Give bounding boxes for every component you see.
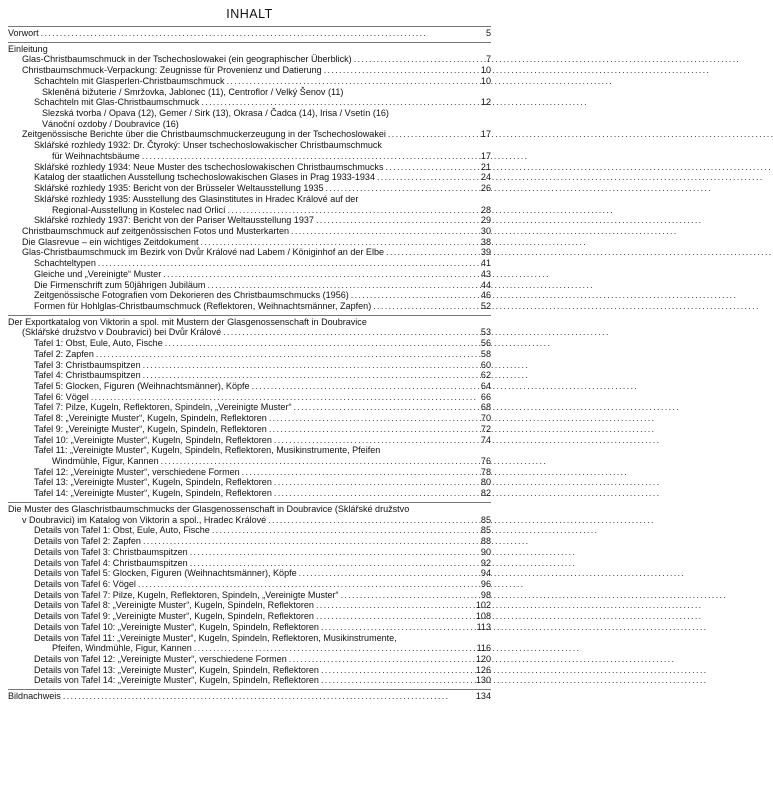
dot-leader [385,162,477,173]
toc-entry-page: 85 [480,525,491,536]
toc-entry [8,290,491,301]
dot-leader [207,280,477,291]
dot-leader [321,665,474,676]
toc-entry [8,360,491,371]
dot-leader [227,76,477,87]
dot-leader [269,424,477,435]
toc-entry-page: 38 [480,236,491,247]
toc-entry [8,129,491,140]
toc-entry-page: 92 [480,557,491,568]
toc-entry-title: Vánoční ozdoby / Doubravice (16) [42,118,179,129]
toc-entry [8,392,491,403]
toc-entry-title: Details von Tafel 6: Vögel [34,578,136,589]
toc-entry-page: 7 [485,54,491,65]
toc-entry-title: Christbaumschmuck-Verpackung: Zeugnisse für Provenienz und Datierung [22,65,322,76]
toc-entry [8,327,491,338]
dot-leader [161,456,477,467]
toc-entry-page: 26 [480,183,491,194]
toc-entry [8,237,491,248]
toc-entry-title: Tafel 2: Zapfen [34,348,94,359]
toc-entry-title: Details von Tafel 14: „Vereinigte Muster“, Kugeln, Spindeln, Reflektoren [34,675,319,686]
toc-entry-page: 85 [480,514,491,525]
toc-entry-page: 29 [480,215,491,226]
toc-entry-page: 12 [480,97,491,108]
toc-entry [8,97,491,108]
toc-entry-title: Regional-Ausstellung in Kostelec nad Orlicí [52,204,226,215]
toc-entry [8,579,491,590]
toc-entry [8,547,491,558]
toc-entry [8,119,491,130]
toc-entry-title: Glas-Christbaumschmuck in der Tschechoslowakei (ein geographischer Überblick) [22,54,352,65]
dot-leader [163,269,477,280]
dot-leader [223,327,477,338]
toc-entry-title: Vorwort [8,28,39,38]
toc-entry-title: Details von Tafel 11: „Vereinigte Muster“, Kugeln, Spindeln, Reflektoren, Musikinstrumente, [34,632,397,643]
toc-entry-title: Tafel 5: Glocken, Figuren (Weihnachtsmänner), Köpfe [34,381,250,391]
dot-leader [143,360,477,371]
toc-entry [8,183,491,194]
dot-leader [194,643,475,654]
toc-entry-title: Die Firmenschrift zum 50jährigen Jubiläum [34,279,206,290]
toc-entry [8,28,491,39]
divider [8,502,491,503]
toc-entry-page: 53 [480,327,491,338]
dot-leader [316,600,474,611]
table-of-contents [8,28,491,702]
toc-entry-page: 116 [476,643,491,654]
toc-entry-page: 58 [480,348,491,359]
dot-leader [324,65,477,76]
toc-entry-title: Sklářské rozhledy 1932: Dr. Čtyroký: Unser tschechoslowakischer Christbaumschmuck [34,140,382,151]
toc-entry-title: Sklářské rozhledy 1937: Bericht von der Pariser Weltausstellung 1937 [34,215,314,226]
toc-entry-page: 17 [480,129,491,140]
toc-entry [8,691,491,702]
toc-entry-page: 17 [480,150,491,161]
toc-entry-page: 41 [480,258,491,269]
toc-entry-title: für Weihnachtsbäume [52,150,140,161]
toc-entry [8,611,491,622]
toc-entry-page: 82 [480,488,491,499]
dot-leader [190,558,477,569]
toc-entry [8,675,491,686]
toc-entry [8,54,491,65]
dot-leader [143,370,477,381]
toc-entry [8,370,491,381]
toc-entry-page: 98 [480,589,491,600]
divider [8,26,491,27]
toc-entry-page: 28 [480,204,491,215]
toc-entry [8,349,491,360]
toc-entry [8,402,491,413]
toc-entry [8,76,491,87]
toc-entry [8,515,491,526]
dot-leader [201,237,478,248]
toc-entry-title: Tafel 14: „Vereinigte Muster“, Kugeln, Spindeln, Reflektoren [34,488,272,499]
toc-entry-page: 24 [480,172,491,183]
dot-leader [274,477,477,488]
toc-entry-page: 62 [480,370,491,381]
dot-leader [142,151,477,162]
dot-leader [291,226,477,237]
toc-entry-title: Windmühle, Figur, Kannen [52,456,159,467]
toc-entry-page: 70 [480,413,491,424]
toc-entry-title: Details von Tafel 3: Christbaumspitzen [34,546,188,557]
toc-entry [8,445,491,456]
toc-entry-page: 30 [480,225,491,236]
toc-entry [8,643,491,654]
toc-entry [8,536,491,547]
dot-leader [321,675,474,686]
toc-entry [8,665,491,676]
toc-entry-title: Details von Tafel 13: „Vereinigte Muster“, Kugeln, Spindeln, Reflektoren [34,664,319,675]
dot-leader [299,568,477,579]
toc-entry-title: Glas-Christbaumschmuck im Bezirk von Dvůr Králové nad Labem / Königinhof an der Elbe [22,247,385,258]
dot-leader [354,54,477,65]
dot-leader [91,392,477,403]
dot-leader [274,435,477,446]
toc-entry-title: Tafel 11: „Vereinigte Muster“, Kugeln, Spindeln, Reflektoren, Musikinstrumente, Pfeifen [34,445,381,456]
toc-entry-title: Details von Tafel 9: „Vereinigte Muster“, Kugeln, Spindeln, Reflektoren [34,611,314,622]
toc-entry-title: Bildnachweis [8,691,61,702]
toc-entry-page: 64 [480,381,491,391]
toc-entry-page: 108 [475,611,491,622]
dot-leader [143,536,477,547]
toc-entry-page: 134 [475,691,491,702]
page-title: INHALT [226,7,273,21]
toc-entry-page: 76 [480,456,491,467]
toc-entry [8,162,491,173]
toc-entry-page: 68 [480,402,491,413]
toc-entry [8,456,491,467]
toc-entry-title: Christbaumschmuck auf zeitgenössischen Fotos und Musterkarten [22,225,290,236]
toc-entry [8,424,491,435]
dot-leader [386,247,477,258]
toc-entry [8,467,491,478]
toc-entry-title: Details von Tafel 7: Pilze, Kugeln, Reflektoren, Spindeln, „Vereinigte Muster“ [34,589,339,600]
toc-entry-title: Tafel 12: „Vereinigte Muster“, verschiedene Formen [34,466,240,477]
toc-entry [8,108,491,119]
dot-leader [252,381,477,392]
dot-leader [326,183,478,194]
toc-entry-page: 66 [480,391,491,402]
toc-entry [8,205,491,216]
toc-entry-page: 43 [480,268,491,279]
toc-entry [8,568,491,579]
toc-entry-title: Die Muster des Glaschristbaumschmucks der Glasgenossenschaft in Doubravice (Sklářské družstvo [8,503,410,514]
dot-leader [388,129,477,140]
toc-entry [8,258,491,269]
toc-entry-title: Pfeifen, Windmühle, Figur, Kannen [52,643,192,654]
toc-entry-title: Die Glasrevue – ein wichtiges Zeitdokument [22,236,199,247]
toc-entry-title: Tafel 9: „Vereinigte Muster“, Kugeln, Spindeln, Reflektoren [34,423,267,434]
toc-entry-page: 78 [480,466,491,477]
toc-entry-title: Sklářské rozhledy 1934: Neue Muster des tschechoslowakischen Christbaumschmucks [34,161,384,172]
dot-leader [274,488,477,499]
toc-entry-title: Gleiche und „Vereinigte“ Muster [34,268,162,279]
toc-entry [8,280,491,291]
toc-entry [8,477,491,488]
dot-leader [341,590,477,601]
toc-entry [8,413,491,424]
toc-entry [8,435,491,446]
toc-entry-title: Tafel 4: Christbaumspitzen [34,370,141,381]
divider [8,689,491,690]
toc-entry-page: 74 [480,434,491,445]
toc-entry-title: Details von Tafel 2: Zapfen [34,536,141,547]
toc-entry-title: Sklářské rozhledy 1935: Ausstellung des Glasinstitutes in Hradec Králové auf der [34,193,359,204]
toc-entry-title: Zeitgenössische Berichte über die Christbaumschmuckerzeugung in der Tschechoslowakei [22,129,386,140]
toc-entry [8,151,491,162]
toc-entry-title: Tafel 1: Obst, Eule, Auto, Fische [34,338,163,349]
toc-entry [8,194,491,205]
toc-entry-page: 5 [485,28,491,38]
toc-entry-page: 10 [480,65,491,76]
toc-entry [8,172,491,183]
toc-entry-title: Details von Tafel 10: „Vereinigte Muster“, Kugeln, Spindeln, Reflektoren [34,621,319,632]
toc-entry-title: Details von Tafel 8: „Vereinigte Muster“, Kugeln, Spindeln, Reflektoren [34,600,314,611]
dot-leader [96,349,477,360]
toc-entry [8,65,491,76]
toc-entry [8,140,491,151]
dot-leader [316,215,477,226]
toc-entry [8,590,491,601]
toc-entry [8,317,491,328]
toc-entry [8,504,491,515]
dot-leader [293,402,477,413]
toc-entry [8,87,491,98]
toc-entry-title: Zeitgenössische Fotografien vom Dekorieren des Christbaumschmucks (1956) [34,290,349,301]
toc-entry-page: 52 [480,300,491,311]
toc-entry-page: 39 [480,247,491,258]
dot-leader [321,622,475,633]
dot-leader [269,413,477,424]
toc-entry-page: 46 [480,290,491,301]
toc-entry-title: Tafel 3: Christbaumspitzen [34,359,141,370]
divider [8,42,491,43]
toc-entry-title: Tafel 10: „Vereinigte Muster“, Kugeln, Spindeln, Reflektoren [34,434,272,445]
toc-entry-title: Details von Tafel 1: Obst, Eule, Auto, Fische [34,525,210,536]
dot-leader [377,172,477,183]
toc-entry-title: Der Exportkatalog von Viktorin a spol. mit Mustern der Glasgenossenschaft in Doubravice [8,316,367,327]
toc-entry-page: 72 [480,423,491,434]
toc-entry [8,44,491,55]
dot-leader [190,547,477,558]
toc-entry-title: Details von Tafel 5: Glocken, Figuren (Weihnachtsmänner), Köpfe [34,568,297,579]
toc-entry [8,381,491,392]
dot-leader [98,258,477,269]
dot-leader [201,97,477,108]
toc-entry-page: 90 [480,546,491,557]
dot-leader [316,611,474,622]
toc-entry-title: Schachteltypen [34,258,96,269]
toc-entry [8,215,491,226]
toc-entry [8,622,491,633]
toc-entry-title: Slezská tvorba / Opava (12), Gemer / Sirk (13), Okrasa / Čadca (14), Irisa / Vsetín (16) [42,108,389,119]
toc-entry-page: 56 [480,338,491,349]
toc-entry [8,654,491,665]
toc-entry-page: 102 [475,600,491,611]
toc-entry-title: Formen für Hohlglas-Christbaumschmuck (Reflektoren, Weihnachtsmänner, Zapfen) [34,300,372,311]
toc-entry-page: 44 [480,279,491,290]
toc-entry-page: 60 [480,359,491,370]
dot-leader [212,525,477,536]
toc-entry [8,525,491,536]
toc-entry [8,558,491,569]
toc-entry-title: Skleněná bižuterie / Smržovka, Jablonec (11), Centroflor / Velký Šenov (11) [42,86,344,97]
toc-entry-title: Tafel 6: Vögel [34,391,89,402]
toc-entry-page: 120 [475,653,491,664]
dot-leader [138,579,477,590]
toc-entry-title: Details von Tafel 12: „Vereinigte Muster“, verschiedene Formen [34,653,287,664]
toc-entry-page: 21 [480,161,491,172]
toc-entry-title: Tafel 13: „Vereinigte Muster“, Kugeln, Spindeln, Reflektoren [34,477,272,488]
dot-leader [373,301,477,312]
toc-entry-page: 130 [475,675,491,686]
toc-entry-page: 80 [480,477,491,488]
toc-entry [8,488,491,499]
toc-entry-title: v Doubravici) im Katalog von Viktorin a spol., Hradec Králové [22,514,267,525]
dot-leader [165,338,477,349]
toc-entry [8,633,491,644]
toc-entry [8,301,491,312]
toc-entry [8,226,491,237]
dot-leader [63,691,474,702]
toc-entry-title: Details von Tafel 4: Christbaumspitzen [34,557,188,568]
toc-entry-page: 88 [480,536,491,547]
toc-entry-title: Einleitung [8,43,48,54]
toc-entry [8,247,491,258]
dot-leader [228,205,478,216]
toc-entry-title: Schachteln mit Glasperlen-Christbaumschmuck [34,75,225,86]
dot-leader [351,290,477,301]
toc-entry-title: (Sklářské družstvo v Doubravici) bei Dvůr Králové [22,327,222,338]
toc-entry-title: Tafel 7: Pilze, Kugeln, Reflektoren, Spindeln, „Vereinigte Muster“ [34,402,292,413]
dot-leader [242,467,477,478]
toc-entry-title: Katalog der staatlichen Ausstellung tschechoslowakischen Glases in Prag 1933-1934 [34,172,375,183]
divider [8,315,491,316]
toc-entry-title: Sklářské rozhledy 1935: Bericht von der Brüsseler Weltausstellung 1935 [34,183,324,194]
toc-entry-title: Schachteln mit Glas-Christbaumschmuck [34,97,200,108]
dot-leader [268,515,477,526]
toc-entry [8,600,491,611]
toc-entry-page: 96 [480,578,491,589]
toc-entry-page: 94 [480,568,491,579]
toc-entry-title: Tafel 8: „Vereinigte Muster“, Kugeln, Spindeln, Reflektoren [34,413,267,424]
dot-leader [41,28,477,39]
toc-entry [8,338,491,349]
dot-leader [289,654,474,665]
toc-entry-page: 126 [475,664,491,675]
toc-entry-page: 113 [476,621,491,632]
toc-entry-page: 10 [480,75,491,86]
toc-entry [8,269,491,280]
